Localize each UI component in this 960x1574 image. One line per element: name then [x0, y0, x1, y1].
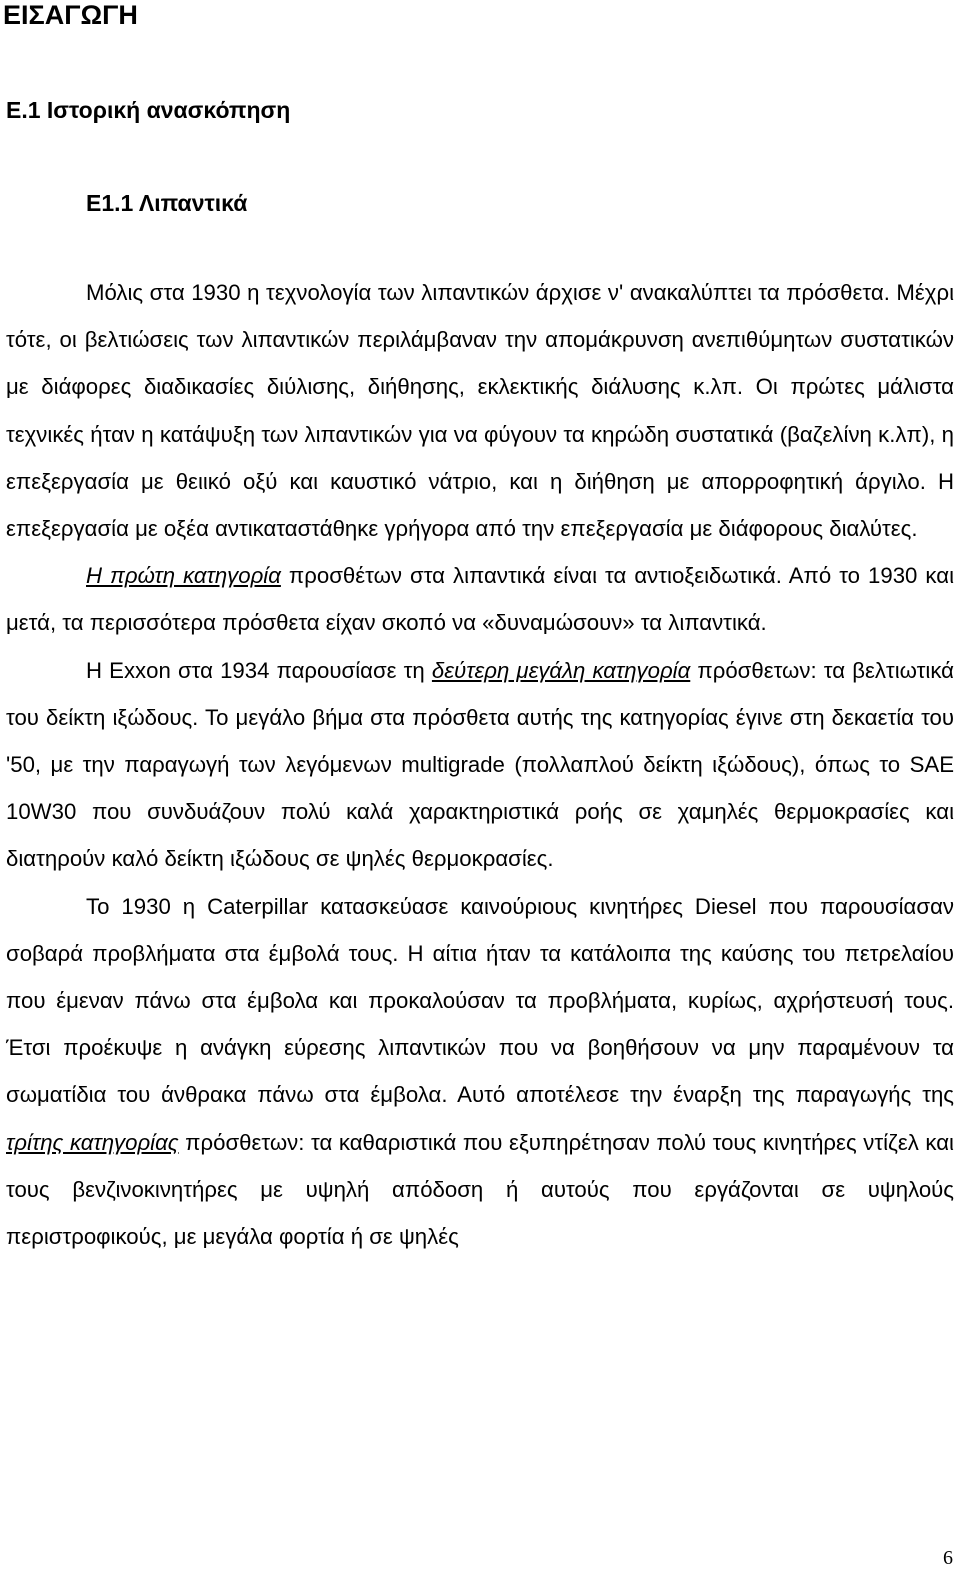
paragraph-text: Μόλις στα 1930 η τεχνολογία των λιπαντικών άρχισε ν' ανακαλύπτει τα πρόσθετα. Μέχρι τότε, οι βελτιώσεις των λιπαντικών περιλάμβαναν την απομάκρυνση ανεπιθύμητων συστατικών με διάφορες διαδικασίες διύλισης, διήθησης, εκλεκτικής διάλυσης κ.λπ. Οι πρώτες μάλιστα τεχνικές ήταν η κατάψυξη των λιπαντικών για να φύγουν τα κηρώδη συστατικά (βαζελίνη κ.λπ), η επεξεργασία με θειικό οξύ και καυστικό νάτριο, και η διήθηση με απορροφητική άργιλο. Η επεξεργασία με οξέα αντικαταστάθηκε γρήγορα από την επεξεργασία με διάφορους διαλύτες. — [6, 280, 954, 542]
emphasis-third-category: τρίτης κατηγορίας — [6, 1129, 179, 1155]
paragraph-text: προσθέτων στα λιπαντικά είναι τα αντιοξειδωτικά. Από το 1930 και μετά, τα περισσότερα πρόσθετα είχαν σκοπό να «δυναμώσουν» τα λιπαντικά. — [6, 563, 954, 636]
document-title: ΕΙΣΑΓΩΓΗ — [3, 0, 138, 30]
section-heading: Ε.1 Ιστορική ανασκόπηση — [6, 97, 291, 123]
paragraph-text: πρόσθετων: τα καθαριστικά που εξυπηρέτησαν πολύ τους κινητήρες ντίζελ και τους βενζινοκινητήρες με υψηλή απόδοση ή αυτούς που εργάζονται σε υψηλούς περιστροφικούς, με μεγάλα φορτία ή σε ψηλές — [6, 1129, 954, 1250]
body-text — [6, 269, 954, 1260]
paragraph-history — [6, 269, 954, 552]
page-number: 6 — [943, 1547, 953, 1569]
emphasis-second-category: δεύτερη μεγάλη κατηγορία — [431, 657, 691, 683]
paragraph-text: Η Exxon στα 1934 παρουσίασε τη — [86, 657, 432, 683]
paragraph-detergents — [6, 883, 954, 1261]
subsection-heading: Ε1.1 Λιπαντικά — [86, 190, 248, 216]
paragraph-antioxidants — [6, 552, 954, 646]
paragraph-viscosity — [6, 647, 954, 883]
paragraph-text: Το 1930 η Caterpillar κατασκεύασε καινούριους κινητήρες Diesel που παρουσίασαν σοβαρά προβλήματα στα έμβολά τους. Η αίτια ήταν τα κατάλοιπα της καύσης του πετρελαίου που έμεναν πάνω στα έμβολα και προκαλούσαν τα προβλήματα, κυρίως, αχρήστευσή τους. Έτσι προέκυψε η ανάγκη εύρεσης λιπαντικών που να βοηθήσουν να μην παραμένουν τα σωματίδια του άνθρακα πάνω στα έμβολα. Αυτό αποτέλεσε την έναρξη της παραγωγής της — [6, 893, 954, 1108]
emphasis-first-category: Η πρώτη κατηγορία — [86, 563, 281, 589]
paragraph-text: πρόσθετων: τα βελτιωτικά του δείκτη ιξώδους. Το μεγάλο βήμα στα πρόσθετα αυτής της κατηγορίας έγινε στη δεκαετία του '50, με την παραγωγή των λεγόμενων multigrade (πολλαπλού δείκτη ιξώδους), όπως το SAE 10W30 που συνδυάζουν πολύ καλά χαρακτηριστικά ροής σε χαμηλές θερμοκρασίες και διατηρούν καλό δείκτη ιξώδους σε ψηλές θερμοκρασίες. — [6, 657, 954, 872]
